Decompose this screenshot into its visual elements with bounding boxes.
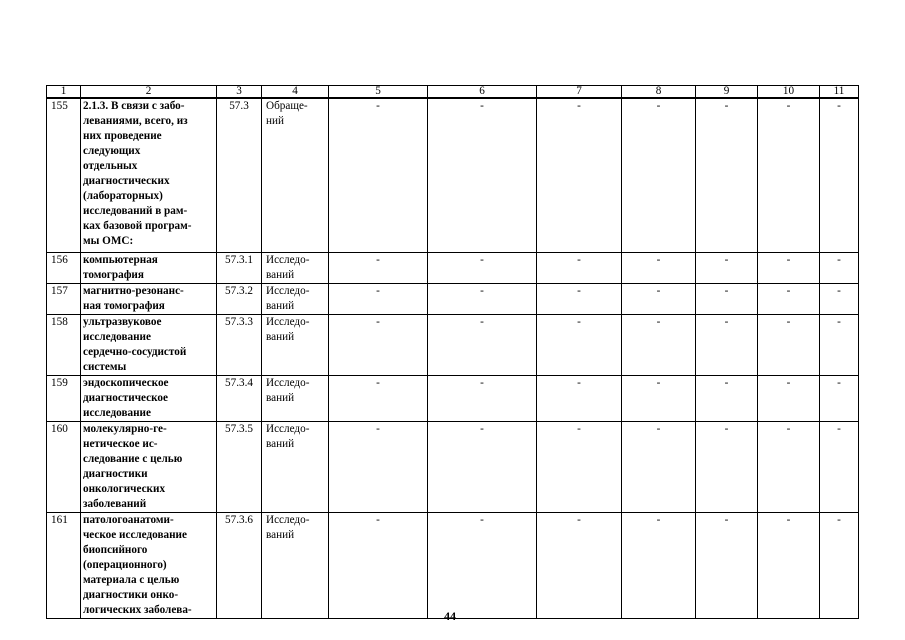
row-code: 57.3.4 bbox=[217, 375, 262, 421]
table-row bbox=[47, 375, 859, 421]
row-value-col-7: - bbox=[537, 98, 622, 252]
row-value-col-11: - bbox=[820, 252, 859, 283]
row-value-col-10: - bbox=[758, 252, 820, 283]
row-name: компьютерная томография bbox=[81, 252, 217, 283]
table-row bbox=[47, 314, 859, 375]
row-number: 158 bbox=[47, 314, 81, 375]
row-unit: Исследо- ваний bbox=[262, 252, 329, 283]
table-row bbox=[47, 98, 859, 252]
column-header: 11 bbox=[820, 86, 859, 99]
row-value-col-5: - bbox=[329, 421, 428, 512]
row-name: молекулярно-ге- нетическое ис- следование с целью диагностики онкологических заболеваний bbox=[81, 421, 217, 512]
column-header: 10 bbox=[758, 86, 820, 99]
row-value-col-7: - bbox=[537, 283, 622, 314]
row-value-col-9: - bbox=[696, 314, 758, 375]
row-value-col-10: - bbox=[758, 98, 820, 252]
row-value-col-8: - bbox=[622, 314, 696, 375]
row-number: 161 bbox=[47, 512, 81, 618]
row-value-col-9: - bbox=[696, 98, 758, 252]
row-value-col-9: - bbox=[696, 512, 758, 618]
column-header: 9 bbox=[696, 86, 758, 99]
row-number: 156 bbox=[47, 252, 81, 283]
row-value-col-6: - bbox=[428, 375, 537, 421]
statistics-table bbox=[46, 85, 859, 619]
column-header: 8 bbox=[622, 86, 696, 99]
table-row bbox=[47, 283, 859, 314]
column-header: 6 bbox=[428, 86, 537, 99]
row-value-col-8: - bbox=[622, 283, 696, 314]
row-value-col-8: - bbox=[622, 252, 696, 283]
row-value-col-8: - bbox=[622, 512, 696, 618]
row-value-col-6: - bbox=[428, 252, 537, 283]
row-number: 160 bbox=[47, 421, 81, 512]
row-number: 159 bbox=[47, 375, 81, 421]
row-value-col-11: - bbox=[820, 375, 859, 421]
row-value-col-8: - bbox=[622, 421, 696, 512]
row-unit: Обраще- ний bbox=[262, 98, 329, 252]
row-value-col-6: - bbox=[428, 98, 537, 252]
column-header: 7 bbox=[537, 86, 622, 99]
table-row bbox=[47, 252, 859, 283]
row-value-col-10: - bbox=[758, 375, 820, 421]
row-value-col-9: - bbox=[696, 421, 758, 512]
row-name: ультразвуковое исследование сердечно-сосудистой системы bbox=[81, 314, 217, 375]
row-value-col-11: - bbox=[820, 512, 859, 618]
row-code: 57.3.1 bbox=[217, 252, 262, 283]
row-value-col-7: - bbox=[537, 421, 622, 512]
row-value-col-6: - bbox=[428, 283, 537, 314]
row-unit: Исследо- ваний bbox=[262, 283, 329, 314]
row-value-col-11: - bbox=[820, 314, 859, 375]
column-header: 3 bbox=[217, 86, 262, 99]
row-value-col-9: - bbox=[696, 252, 758, 283]
row-value-col-11: - bbox=[820, 421, 859, 512]
table-row bbox=[47, 421, 859, 512]
row-number: 157 bbox=[47, 283, 81, 314]
row-unit: Исследо- ваний bbox=[262, 375, 329, 421]
column-header: 2 bbox=[81, 86, 217, 99]
column-header: 1 bbox=[47, 86, 81, 99]
row-value-col-6: - bbox=[428, 314, 537, 375]
table-row bbox=[47, 512, 859, 618]
row-name: магнитно-резонанс- ная томография bbox=[81, 283, 217, 314]
column-header: 5 bbox=[329, 86, 428, 99]
row-value-col-10: - bbox=[758, 512, 820, 618]
row-code: 57.3.2 bbox=[217, 283, 262, 314]
row-unit: Исследо- ваний bbox=[262, 512, 329, 618]
row-value-col-7: - bbox=[537, 252, 622, 283]
row-code: 57.3.5 bbox=[217, 421, 262, 512]
row-code: 57.3.3 bbox=[217, 314, 262, 375]
row-value-col-11: - bbox=[820, 98, 859, 252]
row-value-col-5: - bbox=[329, 252, 428, 283]
row-name: патологоанатоми- ческое исследование биопсийного (операционного) материала с целью диагностики онко- логических заболева- bbox=[81, 512, 217, 618]
row-value-col-8: - bbox=[622, 98, 696, 252]
row-value-col-10: - bbox=[758, 421, 820, 512]
row-value-col-5: - bbox=[329, 314, 428, 375]
page-number: 44 bbox=[444, 609, 456, 623]
row-value-col-5: - bbox=[329, 512, 428, 618]
row-code: 57.3 bbox=[217, 98, 262, 252]
row-value-col-5: - bbox=[329, 375, 428, 421]
row-value-col-10: - bbox=[758, 283, 820, 314]
row-name: эндоскопическое диагностическое исследование bbox=[81, 375, 217, 421]
column-header: 4 bbox=[262, 86, 329, 99]
row-name: 2.1.3. В связи с забо- леваниями, всего, из них проведение следующих отдельных диагностических (лабораторных) исследований в рам- ках базовой програм- мы ОМС: bbox=[81, 98, 217, 252]
row-unit: Исследо- ваний bbox=[262, 421, 329, 512]
row-number: 155 bbox=[47, 98, 81, 252]
row-value-col-8: - bbox=[622, 375, 696, 421]
row-value-col-7: - bbox=[537, 314, 622, 375]
row-value-col-6: - bbox=[428, 512, 537, 618]
row-value-col-11: - bbox=[820, 283, 859, 314]
header-row bbox=[47, 86, 859, 99]
row-value-col-7: - bbox=[537, 375, 622, 421]
row-code: 57.3.6 bbox=[217, 512, 262, 618]
row-value-col-7: - bbox=[537, 512, 622, 618]
row-value-col-5: - bbox=[329, 98, 428, 252]
table-body bbox=[47, 98, 859, 618]
row-unit: Исследо- ваний bbox=[262, 314, 329, 375]
row-value-col-5: - bbox=[329, 283, 428, 314]
row-value-col-9: - bbox=[696, 283, 758, 314]
row-value-col-6: - bbox=[428, 421, 537, 512]
row-value-col-9: - bbox=[696, 375, 758, 421]
row-value-col-10: - bbox=[758, 314, 820, 375]
